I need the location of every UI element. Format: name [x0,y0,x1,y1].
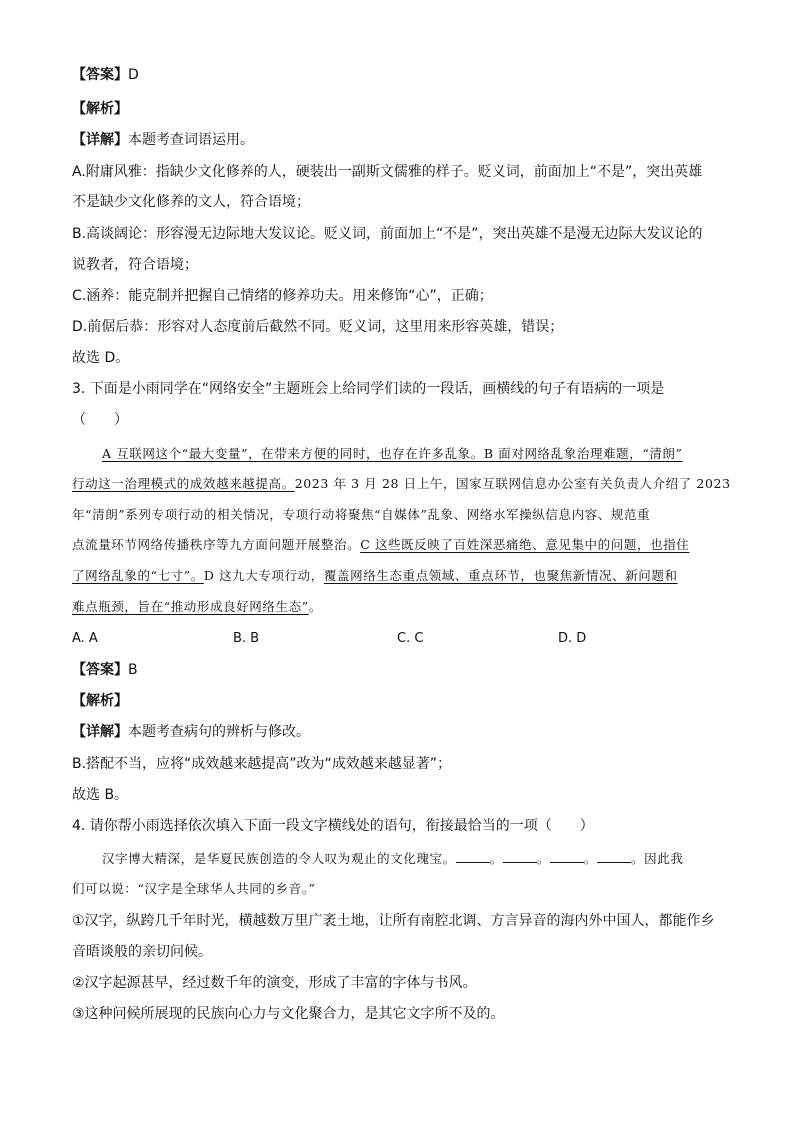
answer-line [72,660,138,680]
conclusion-line: 故选 B。 [72,787,129,803]
underlined-sentence: 了网络乱象的“七寸”。 [72,568,204,583]
detail-text: 本题考查病句的辨析与修改。 [128,724,310,740]
separator: 。 [536,851,550,866]
analysis-tag: 【解析】 [72,693,128,709]
fill-blank [456,850,490,863]
underlined-sentence: C 这些既反映了百姓深恶痛绝、意见集中的问题，也指住 [360,537,690,552]
passage-line: 年“清朗”系列专项行动的相关情况，专项行动将聚焦“自媒体”乱象、网络水军操纵信息内容、规范重 [72,507,651,522]
question-stem: 3. 下面是小雨同学在“网络安全”主题班会上给同学们读的一段话，画横线的句子有语病的一项是 [72,381,665,397]
passage-line [72,474,731,494]
choice-item: 音晤谈般的亲切问候。 [72,944,212,960]
detail-text: 本题考查词语运用。 [128,132,254,148]
passage-line [72,566,678,586]
explanation-line: A.附庸风雅：指缺少文化修养的人，硬装出一副斯文儒雅的样子。贬义词，前面加上“不是”，突出英雄 [72,164,703,180]
passage-line [102,444,683,464]
question-bracket: （ ） [72,412,128,428]
answer-tag: 【答案】 [72,67,128,83]
passage-text: D 这九大专项行动， [203,568,324,583]
underlined-sentence: 行动这一治理模式的成效越来越提高。 [72,476,295,491]
underlined-sentence: 难点瓶颈，旨在“推动形成良好网络生态” [72,599,309,614]
passage-text: 。因此我 [631,851,684,866]
answer-value: D [128,67,139,83]
choice-item: ②汉字起源甚早，经过数千年的演变，形成了丰富的字体与书风。 [72,975,477,991]
detail-tag: 【详解】 [72,132,128,148]
explanation-line: B.搭配不当，应将“成效越来越提高”改为“成效越来越显著”； [72,756,452,772]
separator: 。 [489,851,503,866]
explanation-line: C.涵养：能克制并把握自己情绪的修养功夫。用来修饰“心”，正确； [72,288,493,304]
option-b: B. B [233,631,260,646]
passage-line: 们可以说：“汉字是全球华人共同的乡音。” [72,881,316,896]
answer-value: B [128,662,138,678]
conclusion-line: 故选 D。 [72,350,130,366]
option-a: A. A [72,631,98,646]
passage-text: 2023 年 3 月 28 日上午，国家互联网信息办公室有关负责人介绍了 2023 [294,476,731,491]
passage-text: 。 [308,599,322,614]
explanation-line: 不是缺少文化修养的文人，符合语境； [72,194,310,210]
fill-blank [597,850,631,863]
detail-line [72,130,254,150]
explanation-line: B.高谈阔论：形容漫无边际地大发议论。贬义词，前面加上“不是”，突出英雄不是漫无边际大发议论的 [72,226,703,242]
option-c: C. C [397,631,424,646]
explanation-line: D.前倨后恭：形容对人态度前后截然不同。贬义词，这里用来形容英雄，错误； [72,319,564,335]
underlined-sentence: 覆盖网络生态重点领域、重点环节，也聚焦新情况、新问题和 [323,568,678,583]
detail-line [72,722,310,742]
underlined-sentence: A 互联网这个“最大变量”，在带来方便的同时，也存在许多乱象。B 面对网络乱象治理难题，“清朗” [102,446,683,461]
option-d: D. D [558,631,587,646]
passage-line [72,535,689,555]
choice-item: ①汉字，纵跨几千年时光，横越数万里广袤土地，让所有南腔北调、方言异音的海内外中国人，都能作乡 [72,913,715,929]
passage-line [72,597,322,617]
passage-text: 汉字博大精深，是华夏民族创造的令人叹为观止的文化瑰宝。 [102,851,456,866]
answer-tag: 【答案】 [72,662,128,678]
separator: 。 [583,851,598,866]
detail-tag: 【详解】 [72,724,128,740]
explanation-line: 说教者，符合语境； [72,257,198,273]
analysis-tag: 【解析】 [72,101,128,117]
answer-line [72,65,139,85]
passage-line [102,849,683,869]
question-stem: 4. 请你帮小雨选择依次填入下面一段文字横线处的语句，衔接最恰当的一项（ ） [72,818,594,834]
fill-blank [550,850,584,863]
passage-text: 点流量环节网络传播秩序等九方面问题开展整治。 [72,537,361,552]
fill-blank [503,850,537,863]
choice-item: ③这种问候所展现的民族向心力与文化聚合力，是其它文字所不及的。 [72,1006,505,1022]
